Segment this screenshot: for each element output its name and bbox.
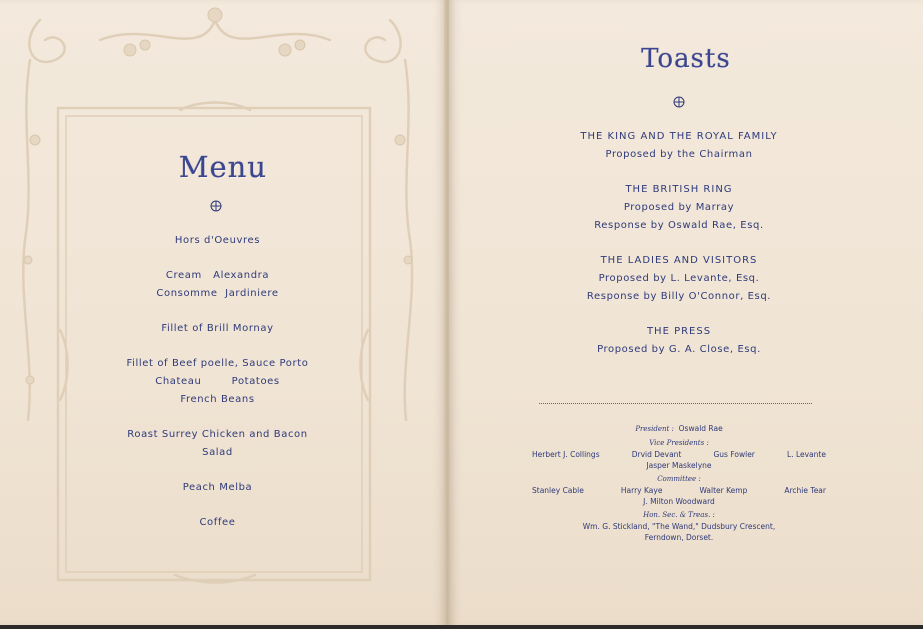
- menu-course: Hors d'Oeuvres: [174, 235, 261, 246]
- president-row: President : Oswald Rae: [635, 424, 723, 433]
- vice-presidents: Vice Presidents : Herbert J. Collings Drvid Devant Gus Fowler L. Levante Jasper Maskelyne: [532, 439, 826, 470]
- toast-item: THE BRITISH RING Proposed by Marray Response by Oswald Rae, Esq.: [594, 184, 764, 231]
- secretary: Hon. Sec. & Treas. : Wm. G. Stickland, "The Wand," Dudsbury Crescent, Ferndown, Dorset.: [582, 511, 776, 542]
- menu-title: Menu: [178, 150, 268, 184]
- toast-item: THE PRESS Proposed by G. A. Close, Esq.: [597, 326, 761, 355]
- committee: Committee : Stanley Cable Harry Kaye Walter Kemp Archie Tear J. Milton Woodward: [532, 475, 826, 506]
- toast-list: [489, 128, 869, 376]
- menu-course: Coffee: [199, 517, 236, 528]
- cross-ornament-icon: [210, 200, 222, 212]
- toast-item: THE LADIES AND VISITORS Proposed by L. Levante, Esq. Response by Billy O'Connor, Esq.: [586, 255, 772, 302]
- toasts-title: Toasts: [641, 44, 731, 74]
- toasts-page: [449, 0, 923, 625]
- menu-course: Fillet of Beef poelle, Sauce Porto Chateau Potatoes French Beans: [126, 358, 309, 405]
- dotted-divider: [539, 403, 812, 404]
- officers-list: [529, 423, 829, 546]
- menu-course-list: [110, 232, 325, 549]
- menu-course: Peach Melba: [182, 482, 253, 493]
- menu-course: Fillet of Brill Mornay: [161, 323, 274, 334]
- cross-ornament-icon: [673, 96, 685, 108]
- toast-item: THE KING AND THE ROYAL FAMILY Proposed by the Chairman: [580, 131, 778, 160]
- menu-course: Roast Surrey Chicken and Bacon Salad: [127, 429, 308, 458]
- menu-page: [0, 0, 446, 625]
- menu-course: Cream Alexandra Consomme Jardiniere: [156, 270, 279, 299]
